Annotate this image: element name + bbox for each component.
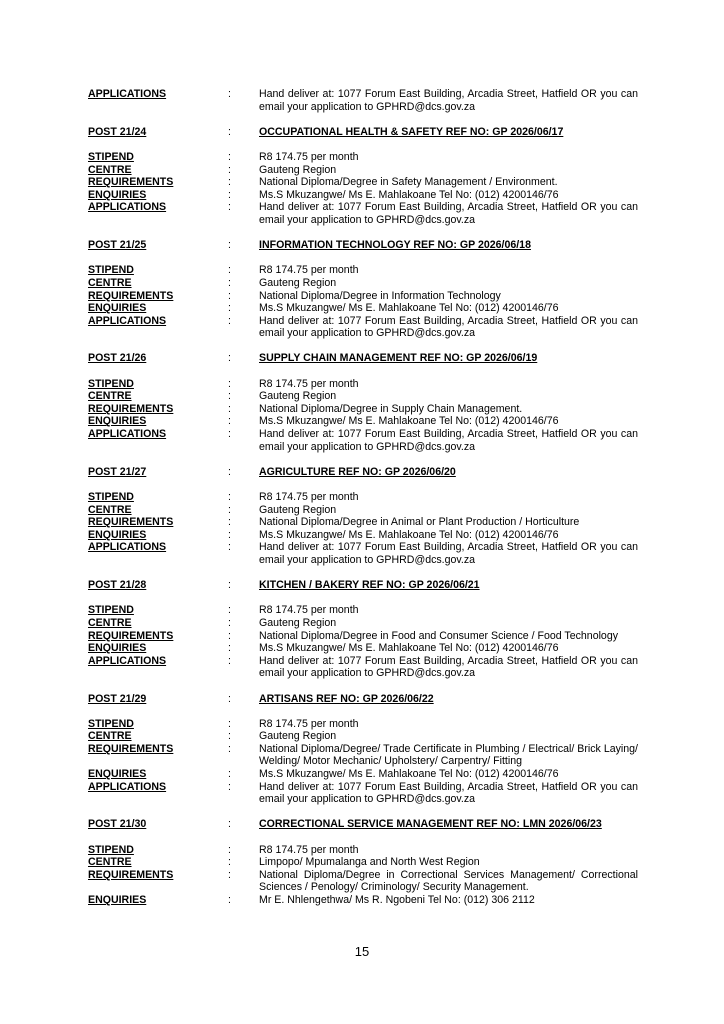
field-separator: : [228,465,231,478]
field-value: Gauteng Region [259,503,337,516]
field-value: Gauteng Region [259,163,337,176]
field-value: National Diploma/Degree in Food and Consumer Science / Food Technology [259,629,619,642]
page-number: 15 [354,944,370,959]
field-row [88,290,638,303]
post-title: INFORMATION TECHNOLOGY REF NO: GP 2026/06/18 [259,239,531,252]
field-value: Hand deliver at: 1077 Forum East Building, Arcadia Street, Hatfield OR you can email your application to GPHRD@dcs.gov.za [259,780,638,806]
field-separator: : [228,239,231,252]
field-label: STIPEND [88,717,134,730]
field-label: REQUIREMENTS [88,289,174,302]
field-row [88,504,638,517]
field-row [88,315,638,340]
post-number: POST 21/30 [88,818,147,831]
field-separator: : [228,289,231,302]
post-block [88,453,638,566]
field-separator: : [228,516,231,529]
field-separator: : [228,503,231,516]
field-row [88,743,638,768]
field-row [88,176,638,189]
field-separator: : [228,654,231,667]
field-separator: : [228,642,231,655]
field-row [88,604,638,617]
field-separator: : [228,150,231,163]
field-row [88,302,638,315]
field-separator: : [228,188,231,201]
field-label: APPLICATIONS [88,654,167,667]
field-separator: : [228,352,231,365]
field-row [88,378,638,391]
post-title: CORRECTIONAL SERVICE MANAGEMENT REF NO: LMN 2026/06/23 [259,818,602,831]
field-label: ENQUIRIES [88,302,147,315]
post-block [88,806,638,907]
field-value: Mr E. Nhlengethwa/ Ms R. Ngobeni Tel No: (012) 306 2112 [259,894,535,906]
post-header [88,352,638,365]
field-label: CENTRE [88,276,132,289]
field-row [88,617,638,630]
field-separator: : [228,768,231,781]
post-number: POST 21/29 [88,692,147,705]
field-separator: : [228,780,231,793]
field-label: REQUIREMENTS [88,176,174,189]
field-row [88,390,638,403]
field-row [88,894,638,907]
field-row [88,856,638,869]
field-separator: : [228,201,231,214]
field-row [88,768,638,781]
field-label: APPLICATIONS [88,201,167,214]
field-row [88,630,638,643]
field-value: National Diploma/Degree in Information Technology [259,289,501,302]
field-separator: : [228,579,231,592]
post-block [88,680,638,806]
field-label: ENQUIRIES [88,894,147,906]
field-value: National Diploma/Degree in Safety Management / Environment. [259,176,558,189]
field-label: STIPEND [88,604,134,617]
field-separator: : [228,818,231,831]
field-label: REQUIREMENTS [88,402,174,415]
field-value: Gauteng Region [259,276,337,289]
field-label: ENQUIRIES [88,415,147,428]
field-row [88,415,638,428]
post-number: POST 21/26 [88,352,147,365]
field-label: CENTRE [88,730,132,743]
posts-list [88,113,638,906]
field-row [88,277,638,290]
post-title: KITCHEN / BAKERY REF NO: GP 2026/06/21 [259,579,480,592]
field-row [88,264,638,277]
post-number: POST 21/24 [88,125,147,138]
post-header [88,693,638,706]
post-header [88,818,638,831]
field-separator: : [228,163,231,176]
field-value: Ms.S Mkuzangwe/ Ms E. Mahlakoane Tel No: (012) 4200146/76 [259,528,559,541]
field-value: Gauteng Region [259,390,337,403]
field-label: ENQUIRIES [88,768,147,781]
post-block [88,340,638,453]
post-number: POST 21/28 [88,579,147,592]
field-value: Hand deliver at: 1077 Forum East Building, Arcadia Street, Hatfield OR you can email your application to GPHRD@dcs.gov.za [259,201,638,226]
field-value: National Diploma/Degree in Correctional Services Management/ Correctional Sciences / Penology/ Criminology/ Security Management. [259,868,638,894]
field-row [88,642,638,655]
field-separator: : [228,415,231,428]
top-applications-row [88,88,638,113]
field-label: REQUIREMENTS [88,516,174,529]
field-label: CENTRE [88,856,132,869]
field-value: R8 174.75 per month [259,264,359,277]
field-label: STIPEND [88,150,134,163]
field-label: APPLICATIONS [88,541,167,554]
field-separator: : [228,528,231,541]
field-row [88,844,638,857]
field-separator: : [228,894,231,906]
field-label: STIPEND [88,377,134,390]
field-value: R8 174.75 per month [259,491,359,503]
field-separator: : [228,843,231,856]
field-value: National Diploma/Degree in Animal or Plant Production / Horticulture [259,516,580,529]
field-value: R8 174.75 per month [259,377,359,390]
field-value: Ms.S Mkuzangwe/ Ms E. Mahlakoane Tel No: (012) 4200146/76 [259,415,559,428]
field-label: REQUIREMENTS [88,742,174,755]
field-separator: : [228,314,231,327]
post-header [88,239,638,252]
field-label: ENQUIRIES [88,528,147,541]
field-value: Ms.S Mkuzangwe/ Ms E. Mahlakoane Tel No: (012) 4200146/76 [259,302,559,315]
post-number: POST 21/25 [88,239,147,252]
post-title: OCCUPATIONAL HEALTH & SAFETY REF NO: GP 2026/06/17 [259,125,564,138]
field-label: ENQUIRIES [88,642,147,655]
field-row [88,403,638,416]
field-separator: : [228,730,231,743]
field-row [88,869,638,894]
field-label: APPLICATIONS [88,88,167,100]
field-separator: : [228,604,231,617]
field-separator: : [228,88,231,100]
post-header [88,466,638,479]
field-separator: : [228,276,231,289]
field-row [88,730,638,743]
field-separator: : [228,629,231,642]
field-value: Ms.S Mkuzangwe/ Ms E. Mahlakoane Tel No: (012) 4200146/76 [259,768,559,781]
field-separator: : [228,541,231,554]
field-value: National Diploma/Degree in Supply Chain Management. [259,402,523,415]
field-row [88,151,638,164]
field-label: APPLICATIONS [88,780,167,793]
post-title: ARTISANS REF NO: GP 2026/06/22 [259,692,434,705]
field-label: STIPEND [88,491,134,503]
field-value: R8 174.75 per month [259,843,359,856]
field-value: Hand deliver at: 1077 Forum East Building, Arcadia Street, Hatfield OR you can email your application to GPHRD@dcs.gov.za [259,88,638,113]
field-row [88,541,638,566]
post-header [88,579,638,592]
field-separator: : [228,868,231,881]
field-separator: : [228,176,231,189]
field-row [88,164,638,177]
field-separator: : [228,264,231,277]
field-separator: : [228,856,231,869]
field-row [88,781,638,806]
field-label: STIPEND [88,264,134,277]
post-number: POST 21/27 [88,465,147,478]
post-block [88,567,638,680]
field-label: STIPEND [88,843,134,856]
post-title: AGRICULTURE REF NO: GP 2026/06/20 [259,465,456,478]
field-value: Hand deliver at: 1077 Forum East Building, Arcadia Street, Hatfield OR you can email your application to GPHRD@dcs.gov.za [259,428,638,453]
field-row [88,491,638,504]
field-value: Hand deliver at: 1077 Forum East Building, Arcadia Street, Hatfield OR you can email your application to GPHRD@dcs.gov.za [259,654,638,680]
field-value: Gauteng Region [259,616,337,629]
field-separator: : [228,428,231,441]
field-label: REQUIREMENTS [88,868,174,881]
field-label: CENTRE [88,616,132,629]
field-label: CENTRE [88,390,132,403]
field-row [88,516,638,529]
field-value: National Diploma/Degree/ Trade Certificate in Plumbing / Electrical/ Brick Laying/ Welding/ Motor Mechanic/ Upholstery/ Carpentry/ Fitting [259,742,638,768]
field-row [88,529,638,542]
field-label: CENTRE [88,503,132,516]
field-value: Gauteng Region [259,730,337,743]
field-label: APPLICATIONS [88,428,167,441]
field-value: R8 174.75 per month [259,150,359,163]
field-row [88,428,638,453]
field-separator: : [228,402,231,415]
field-value: Hand deliver at: 1077 Forum East Building, Arcadia Street, Hatfield OR you can email your application to GPHRD@dcs.gov.za [259,541,638,566]
field-value: Ms.S Mkuzangwe/ Ms E. Mahlakoane Tel No: (012) 4200146/76 [259,642,559,655]
field-label: ENQUIRIES [88,188,147,201]
field-separator: : [228,717,231,730]
field-separator: : [228,377,231,390]
field-label: REQUIREMENTS [88,629,174,642]
field-value: Hand deliver at: 1077 Forum East Building, Arcadia Street, Hatfield OR you can email your application to GPHRD@dcs.gov.za [259,314,638,340]
field-value: Ms.S Mkuzangwe/ Ms E. Mahlakoane Tel No: (012) 4200146/76 [259,188,559,201]
field-separator: : [228,491,231,503]
field-row [88,201,638,226]
field-value: R8 174.75 per month [259,717,359,730]
field-separator: : [228,390,231,403]
post-header [88,126,638,139]
field-row [88,189,638,202]
field-value: Limpopo/ Mpumalanga and North West Region [259,856,480,869]
field-label: CENTRE [88,163,132,176]
field-separator: : [228,742,231,755]
document-body [88,88,638,907]
field-label: APPLICATIONS [88,314,167,327]
field-separator: : [228,302,231,315]
post-block [88,113,638,226]
field-row [88,718,638,731]
field-separator: : [228,616,231,629]
post-title: SUPPLY CHAIN MANAGEMENT REF NO: GP 2026/06/19 [259,352,538,365]
field-value: R8 174.75 per month [259,604,359,617]
post-block [88,227,638,340]
field-separator: : [228,692,231,705]
field-row [88,655,638,680]
field-separator: : [228,125,231,138]
